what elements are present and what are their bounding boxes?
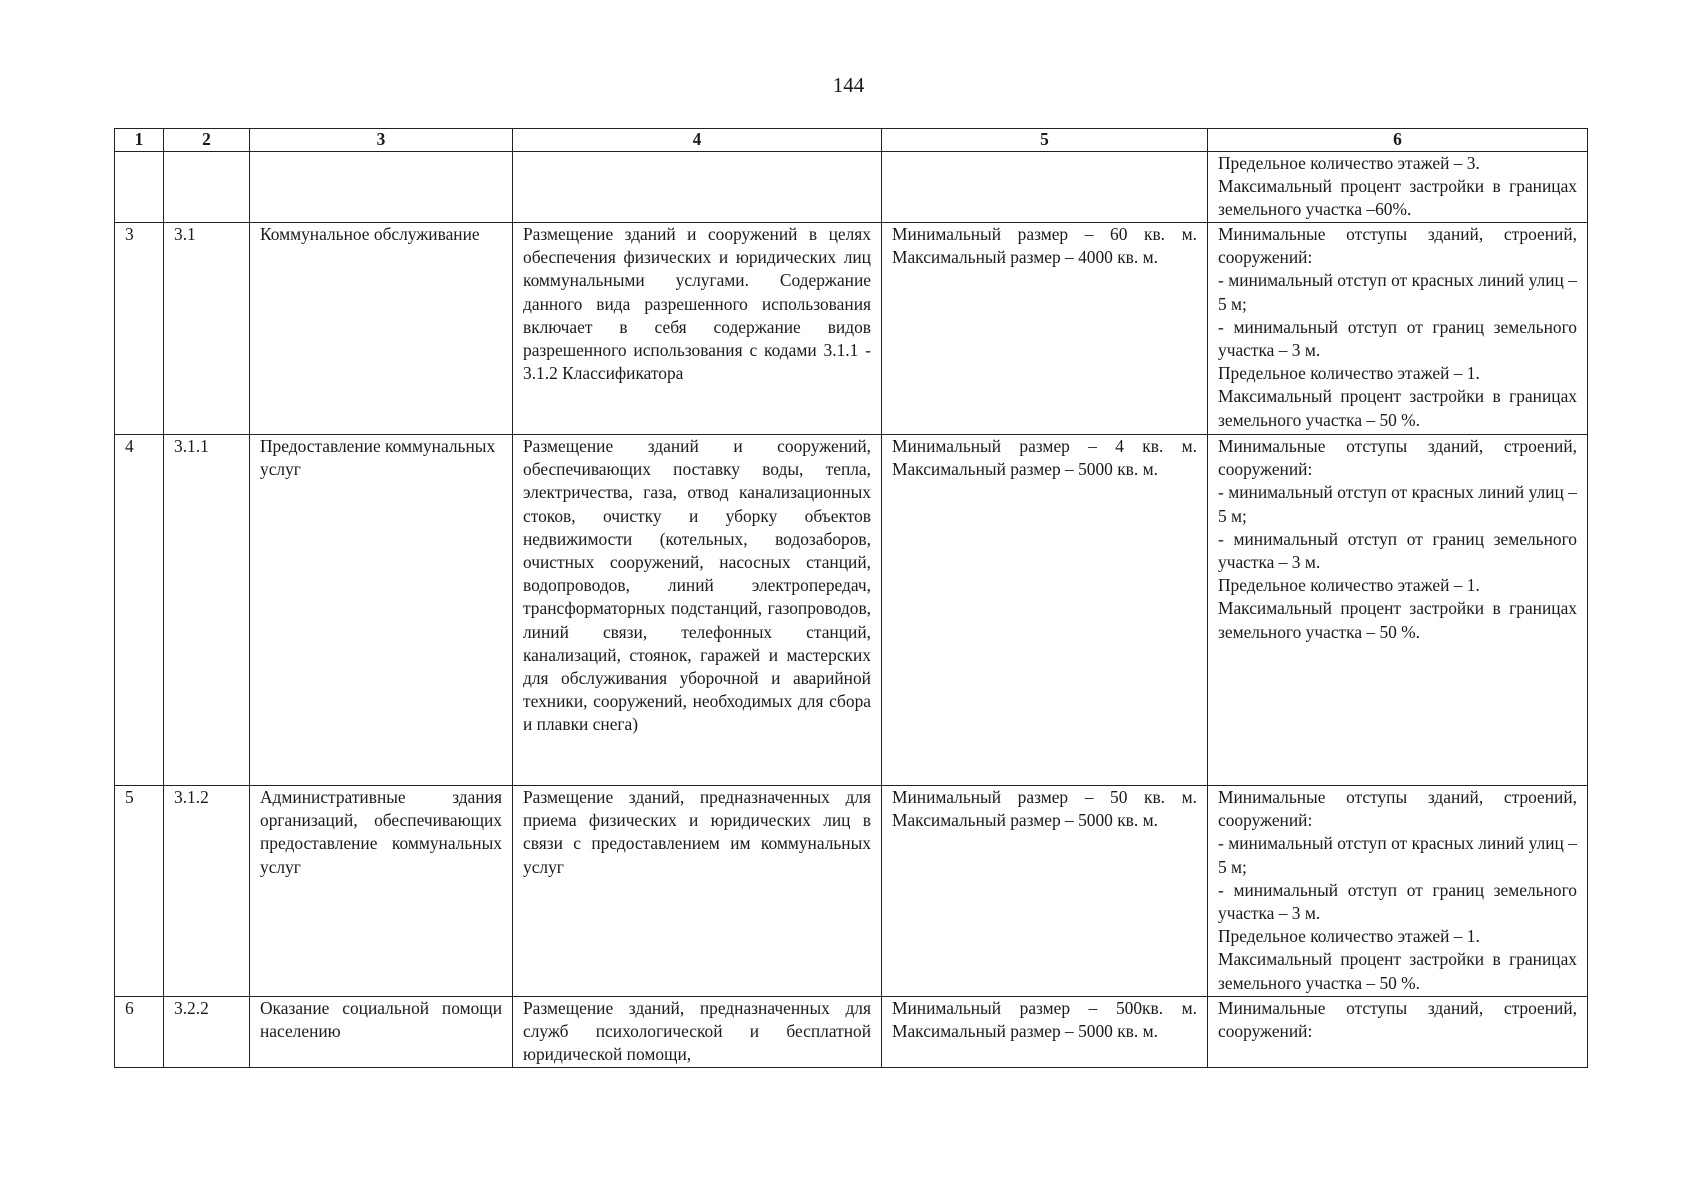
plot-size-cell: Минимальный размер – 60 кв. м. Максимальный размер – 4000 кв. м. (882, 223, 1208, 435)
code-cell: 3.1.2 (164, 786, 250, 997)
plot-size-cell: Минимальный размер – 50 кв. м. Максимальный размер – 5000 кв. м. (882, 786, 1208, 997)
parameter-line: - минимальный отступ от красных линий улиц – 5 м; (1218, 482, 1577, 526)
parameter-line: Минимальные отступы зданий, строений, сооружений: (1218, 998, 1577, 1042)
row-number-cell: 4 (115, 435, 164, 786)
column-header: 2 (164, 129, 250, 152)
row-number-cell: 3 (115, 223, 164, 435)
row-number-cell (115, 152, 164, 223)
parameters-cell (1208, 223, 1588, 435)
code-cell (164, 152, 250, 223)
table-row (115, 786, 1588, 997)
column-header: 1 (115, 129, 164, 152)
use-type-cell: Оказание социальной помощи населению (250, 997, 513, 1068)
description-cell: Размещение зданий и сооружений в целях обеспечения физических и юридических лиц коммунальными услугами. Содержание данного вида разрешенного использования включает в себя содержание видов разрешенного использования с кодами 3.1.1 - 3.1.2 Классификатора (513, 223, 882, 435)
code-cell: 3.2.2 (164, 997, 250, 1068)
parameter-line: - минимальный отступ от границ земельного участка – 3 м. (1218, 879, 1577, 924)
parameter-line: Максимальный процент застройки в границах земельного участка –60%. (1218, 176, 1577, 220)
parameter-line: - минимальный отступ от границ земельного участка – 3 м. (1218, 528, 1577, 573)
land-use-regulations-table (114, 128, 1588, 1068)
column-header: 3 (250, 129, 513, 152)
parameters-cell (1208, 786, 1588, 997)
parameter-line: - минимальный отступ от красных линий улиц – 5 м; (1218, 833, 1577, 877)
table-row (115, 152, 1588, 223)
parameters-cell (1208, 435, 1588, 786)
parameter-line: Максимальный процент застройки в границах земельного участка – 50 %. (1218, 386, 1577, 430)
use-type-cell (250, 152, 513, 223)
code-cell: 3.1 (164, 223, 250, 435)
plot-size-cell: Минимальный размер – 4 кв. м. Максимальный размер – 5000 кв. м. (882, 435, 1208, 786)
code-cell: 3.1.1 (164, 435, 250, 786)
description-cell: Размещение зданий, предназначенных для служб психологической и бесплатной юридической помощи, (513, 997, 882, 1068)
column-header: 6 (1208, 129, 1588, 152)
use-type-cell: Административные здания организаций, обеспечивающих предоставление коммунальных услуг (250, 786, 513, 997)
parameter-line: Предельное количество этажей – 1. (1218, 363, 1480, 384)
plot-size-cell: Минимальный размер – 500кв. м. Максимальный размер – 5000 кв. м. (882, 997, 1208, 1068)
description-cell: Размещение зданий и сооружений, обеспечивающих поставку воды, тепла, электричества, газа, отвод канализационных стоков, очистку и уборку объектов недвижимости (котельных, водозаборов, очистных сооружений, насосных станций, водопроводов, линий электропередач, трансформаторных подстанций, газопроводов, линий связи, телефонных станций, канализаций, стоянок, гаражей и мастерских для обслуживания уборочной и аварийной техники, сооружений, необходимых для сбора и плавки снега) (513, 435, 882, 786)
parameter-line: Минимальные отступы зданий, строений, сооружений: (1218, 224, 1577, 268)
use-type-cell: Предоставление коммунальных услуг (250, 435, 513, 786)
use-type-cell: Коммунальное обслуживание (250, 223, 513, 435)
description-cell: Размещение зданий, предназначенных для приема физических и юридических лиц в связи с предоставлением им коммунальных услуг (513, 786, 882, 997)
row-number-cell: 5 (115, 786, 164, 997)
parameter-line: - минимальный отступ от границ земельного участка – 3 м. (1218, 316, 1577, 361)
table-row (115, 223, 1588, 435)
table-header-row (115, 129, 1588, 152)
parameter-line: Минимальные отступы зданий, строений, сооружений: (1218, 787, 1577, 831)
table-row (115, 997, 1588, 1068)
parameters-cell (1208, 152, 1588, 223)
description-cell (513, 152, 882, 223)
page-number: 144 (832, 73, 865, 97)
parameter-line: Предельное количество этажей – 1. (1218, 926, 1480, 947)
parameter-line: Предельное количество этажей – 3. (1218, 153, 1480, 173)
table-row (115, 435, 1588, 786)
row-number-cell: 6 (115, 997, 164, 1068)
parameter-line: - минимальный отступ от красных линий улиц – 5 м; (1218, 270, 1577, 314)
column-header: 4 (513, 129, 882, 152)
parameter-line: Минимальные отступы зданий, строений, сооружений: (1218, 436, 1577, 480)
parameter-line: Максимальный процент застройки в границах земельного участка – 50 %. (1218, 949, 1577, 993)
parameters-cell (1208, 997, 1588, 1068)
parameter-line: Максимальный процент застройки в границах земельного участка – 50 %. (1218, 598, 1577, 642)
column-header: 5 (882, 129, 1208, 152)
plot-size-cell (882, 152, 1208, 223)
parameter-line: Предельное количество этажей – 1. (1218, 575, 1480, 596)
